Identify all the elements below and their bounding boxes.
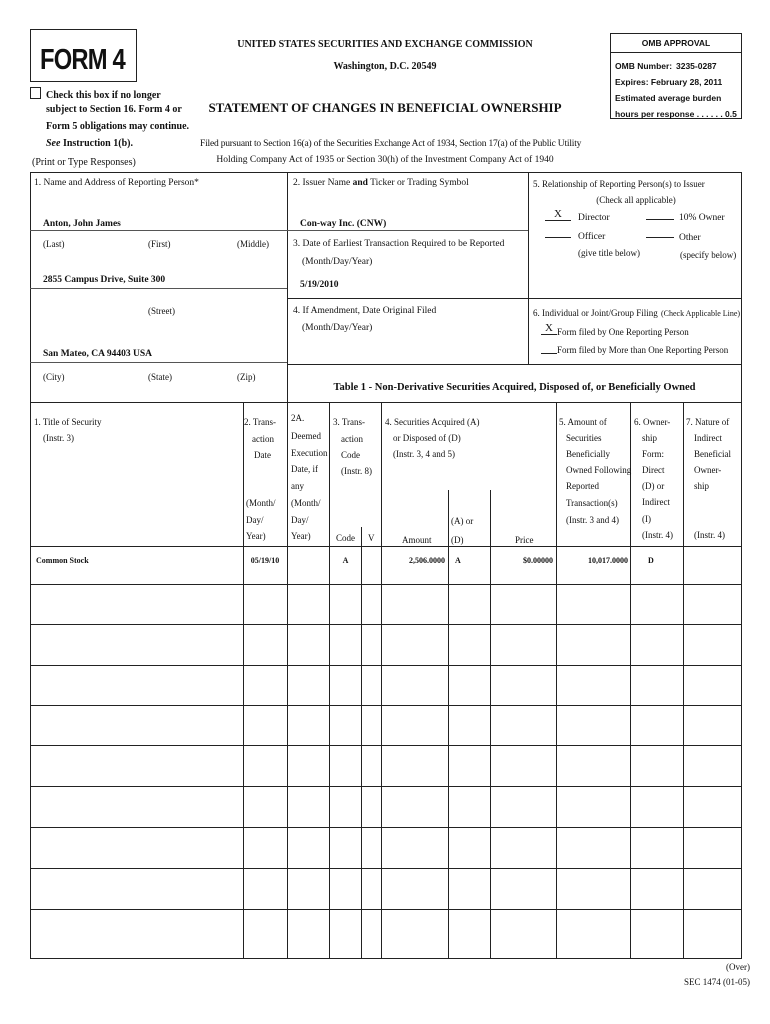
one-person-label: Form filed by One Reporting Person	[557, 327, 689, 337]
table-row	[30, 909, 742, 910]
more-persons-label: Form filed by More than One Reporting Person	[557, 345, 729, 355]
other-checkbox[interactable]	[646, 237, 674, 238]
row1-owned[interactable]: 10,017.0000	[588, 556, 628, 565]
col2a-header-3: Execution	[291, 448, 328, 458]
section-6-label: 6. Individual or Joint/Group Filing	[533, 308, 658, 318]
table-row	[30, 705, 742, 706]
city-label: (City)	[43, 372, 65, 382]
section-5-label: 5. Relationship of Reporting Person(s) to Issuer	[533, 179, 705, 189]
row1-ad[interactable]: A	[455, 556, 461, 565]
col6-header-4: Direct	[642, 465, 665, 475]
col5-header-4: Owned Following	[566, 465, 632, 475]
col6-header-5: (D) or	[642, 481, 665, 491]
col5-header-5: Reported	[566, 481, 599, 491]
col1-header-1: 1. Title of Security	[34, 417, 102, 427]
col2-header-3: Date	[254, 450, 271, 460]
col7-header-4: Owner-	[694, 465, 722, 475]
col3-v-header: V	[368, 533, 375, 543]
table-row	[30, 584, 742, 585]
middle-label: (Middle)	[237, 239, 269, 249]
table-row	[30, 745, 742, 746]
omb-header: OMB APPROVAL	[641, 38, 711, 48]
col5-header-6: Transaction(s)	[566, 498, 618, 508]
table-row	[30, 665, 742, 666]
filed-pursuant-line-1: Filed pursuant to Section 16(a) of the Securities Exchange Act of 1934, Section 17(a) of the Public Utility	[200, 139, 582, 149]
col4-price-header: Price	[515, 535, 534, 545]
col7-header-2: Indirect	[694, 433, 722, 443]
agency-location: Washington, D.C. 20549	[333, 61, 437, 72]
col7-header-3: Beneficial	[694, 449, 731, 459]
row1-date[interactable]: 05/19/10	[250, 556, 280, 565]
col2-unit-1: (Month/	[246, 498, 276, 508]
more-persons-checkbox[interactable]	[541, 353, 557, 354]
col3-header-3: Code	[341, 450, 360, 460]
officer-label: Officer	[578, 232, 606, 242]
col2a-unit-1: (Month/	[291, 498, 321, 508]
section-3-label: 3. Date of Earliest Transaction Required to be Reported	[293, 239, 505, 249]
col2a-unit-3: Year)	[291, 531, 311, 541]
col3-header-2: action	[341, 434, 363, 444]
table-row	[30, 624, 742, 625]
col1-header-2: (Instr. 3)	[43, 433, 74, 443]
col5-header-1: 5. Amount of	[559, 417, 607, 427]
reporting-person-name[interactable]: Anton, John James	[43, 219, 121, 229]
table-row	[30, 827, 742, 828]
col6-header-6: Indirect	[642, 497, 670, 507]
col2-unit-3: Year)	[246, 531, 266, 541]
col3-header-4: (Instr. 8)	[341, 466, 372, 476]
omb-number-label: OMB Number:	[615, 61, 673, 71]
agency-name: UNITED STATES SECURITIES AND EXCHANGE COMMISSION	[237, 39, 533, 50]
print-type-note: (Print or Type Responses)	[32, 157, 136, 168]
check-box-instruction: See Instruction 1(b).	[46, 138, 133, 149]
col3-header-1: 3. Trans-	[333, 417, 366, 427]
ten-pct-owner-checkbox[interactable]	[646, 219, 674, 220]
omb-number-value: 3235-0287	[676, 61, 717, 71]
last-label: (Last)	[43, 239, 65, 249]
omb-burden-1: Estimated average burden	[615, 93, 722, 103]
col2a-header-1: 2A.	[291, 413, 305, 423]
state-label: (State)	[148, 372, 172, 382]
table-1-title: Table 1 - Non-Derivative Securities Acquired, Disposed of, or Beneficially Owned	[333, 382, 696, 393]
col6-header-7: (I)	[642, 514, 651, 524]
reporting-person-address[interactable]: 2855 Campus Drive, Suite 300	[43, 275, 166, 285]
col2a-header-2: Deemed	[291, 431, 321, 441]
section-4-sub: (Month/Day/Year)	[302, 323, 373, 333]
row1-form[interactable]: D	[648, 556, 654, 565]
col4-header-3: (Instr. 3, 4 and 5)	[393, 449, 455, 459]
col2a-header-4: Date, if	[291, 464, 318, 474]
col5-header-3: Beneficially	[566, 449, 610, 459]
col2-header-1: 2. Trans-	[244, 417, 277, 427]
col7-instr: (Instr. 4)	[694, 530, 725, 540]
statement-title: STATEMENT OF CHANGES IN BENEFICIAL OWNERSHIP	[208, 100, 562, 115]
col2a-header-5: any	[291, 481, 304, 491]
officer-checkbox[interactable]	[545, 237, 571, 238]
section-2-label: 2. Issuer Name and Ticker or Trading Symbol	[293, 178, 469, 188]
director-checkbox[interactable]: X	[545, 208, 571, 221]
footer-sec-number: SEC 1474 (01-05)	[684, 977, 750, 987]
director-label: Director	[578, 213, 610, 223]
col2a-unit-2: Day/	[291, 515, 309, 525]
first-label: (First)	[148, 239, 171, 249]
col4-ad-header-2: (D)	[451, 535, 464, 545]
col2-unit-2: Day/	[246, 515, 264, 525]
col4-header-1: 4. Securities Acquired (A)	[385, 417, 480, 427]
earliest-transaction-date[interactable]: 5/19/2010	[300, 280, 339, 290]
row1-price[interactable]: $0.00000	[523, 556, 553, 565]
section-5-sub: (Check all applicable)	[596, 195, 676, 205]
row1-security[interactable]: Common Stock	[36, 556, 89, 565]
col5-header-2: Securities	[566, 433, 602, 443]
check-box-line-3: Form 5 obligations may continue.	[46, 121, 190, 132]
issuer-name[interactable]: Con-way Inc. (CNW)	[300, 219, 387, 229]
col4-ad-header-1: (A) or	[451, 516, 474, 526]
filed-pursuant-line-2: Holding Company Act of 1935 or Section 30(h) of the Investment Company Act of 1940	[216, 155, 554, 165]
omb-burden-2: hours per response . . . . . . 0.5	[615, 109, 737, 119]
row1-amount[interactable]: 2,506.0000	[409, 556, 445, 565]
section-1-label: 1. Name and Address of Reporting Person*	[34, 178, 199, 188]
ten-pct-owner-label: 10% Owner	[679, 213, 725, 223]
col2-header-2: action	[252, 434, 274, 444]
no-longer-subject-checkbox[interactable]	[30, 87, 41, 99]
section-6-check: (Check Applicable Line)	[661, 309, 741, 318]
street-label: (Street)	[148, 306, 175, 316]
col3-code-header: Code	[336, 533, 355, 543]
omb-expires: Expires: February 28, 2011	[615, 77, 723, 87]
col7-header-1: 7. Nature of	[686, 417, 730, 427]
col4-header-2: or Disposed of (D)	[393, 433, 461, 443]
other-label: Other	[679, 233, 701, 243]
col7-header-5: ship	[694, 481, 710, 491]
col5-header-7: (Instr. 3 and 4)	[566, 515, 619, 525]
section-4-label: 4. If Amendment, Date Original Filed	[293, 306, 437, 316]
col6-header-2: ship	[642, 433, 658, 443]
reporting-person-city[interactable]: San Mateo, CA 94403 USA	[43, 349, 152, 359]
officer-sub: (give title below)	[578, 248, 640, 258]
col4-amount-header: Amount	[402, 535, 432, 545]
footer-over: (Over)	[726, 962, 750, 972]
zip-label: (Zip)	[237, 372, 256, 382]
row1-code[interactable]: A	[342, 556, 349, 565]
table-row	[30, 868, 742, 869]
other-sub: (specify below)	[680, 250, 737, 260]
table-row	[30, 786, 742, 787]
check-box-line-2: subject to Section 16. Form 4 or	[46, 104, 182, 115]
col6-header-3: Form:	[642, 449, 665, 459]
check-box-line-1: Check this box if no longer	[46, 90, 161, 101]
section-3-sub: (Month/Day/Year)	[302, 257, 373, 267]
one-person-checkbox[interactable]: X	[541, 322, 557, 335]
col6-header-8: (Instr. 4)	[642, 530, 673, 540]
form-title: FORM 4	[40, 44, 125, 76]
col6-header-1: 6. Owner-	[634, 417, 671, 427]
